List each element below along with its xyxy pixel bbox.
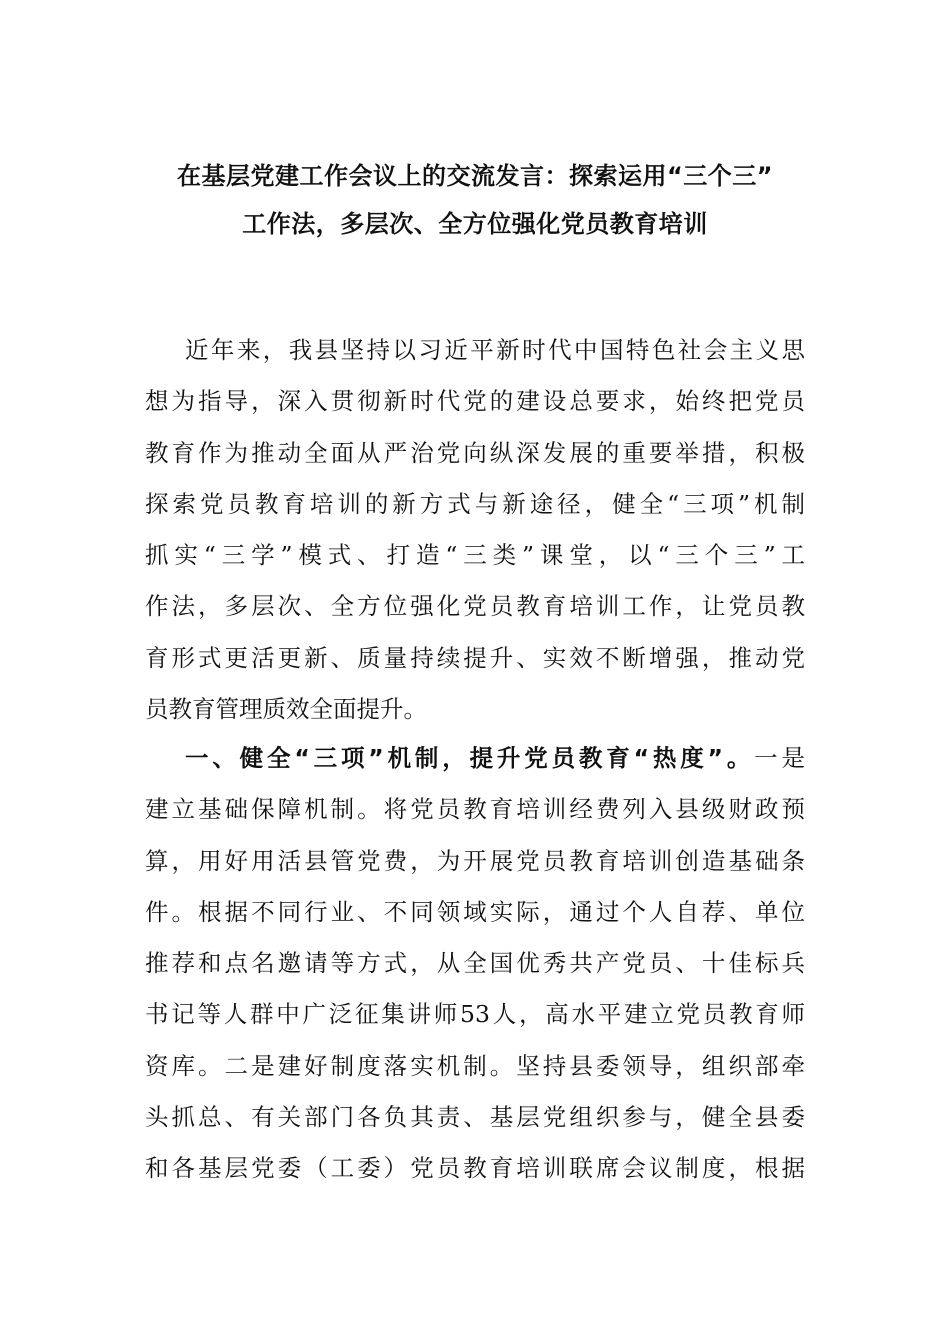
paragraph-line: 建立基础保障机制。将党员教育培训经费列入县级财政预	[145, 795, 805, 824]
paragraph-line: 推荐和点名邀请等方式，从全国优秀共产党员、十佳标兵	[145, 949, 805, 978]
paragraph-line: 育形式更活更新、质量持续提升、实效不断增强，推动党	[145, 643, 805, 672]
paragraph-section-1	[145, 733, 805, 1195]
paragraph-line: 抓实“三学”模式、打造“三类”课堂，以“三个三”工	[145, 541, 805, 570]
paragraph-line: 作法，多层次、全方位强化党员教育培训工作，让党员教	[145, 592, 805, 621]
section-heading-rest: 一是	[754, 744, 806, 772]
paragraph-line: 探索党员教育培训的新方式与新途径，健全“三项”机制	[145, 489, 805, 518]
title-line-2: 工作法，多层次、全方位强化党员教育培训	[242, 210, 708, 238]
paragraph-line: 算，用好用活县管党费，为开展党员教育培训创造基础条	[145, 846, 805, 875]
paragraph-line: 资库。二是建好制度落实机制。坚持县委领导，组织部牵	[145, 1051, 805, 1080]
paragraph-line: 件。根据不同行业、不同领域实际，通过个人自荐、单位	[145, 897, 805, 926]
paragraph-intro	[145, 325, 805, 735]
paragraph-line: 书记等人群中广泛征集讲师53人，高水平建立党员教育师	[145, 1000, 805, 1029]
section-heading: 一、健全“三项”机制，提升党员教育“热度”。	[185, 744, 755, 772]
paragraph-line: 想为指导，深入贯彻新时代党的建设总要求，始终把党员	[145, 387, 805, 416]
paragraph-first-line	[145, 733, 805, 784]
paragraph-line: 头抓总、有关部门各负其责、基层党组织参与，健全县委	[145, 1103, 805, 1132]
paragraph-line: 教育作为推动全面从严治党向纵深发展的重要举措，积极	[145, 438, 805, 467]
document-title	[120, 152, 830, 248]
paragraph-line: 和各基层党委（工委）党员教育培训联席会议制度，根据	[145, 1154, 805, 1183]
title-line-1: 在基层党建工作会议上的交流发言：探索运用“三个三”	[176, 162, 774, 190]
paragraph-line: 员教育管理质效全面提升。	[145, 695, 427, 724]
paragraph-line: 近年来，我县坚持以习近平新时代中国特色社会主义思	[185, 336, 805, 364]
